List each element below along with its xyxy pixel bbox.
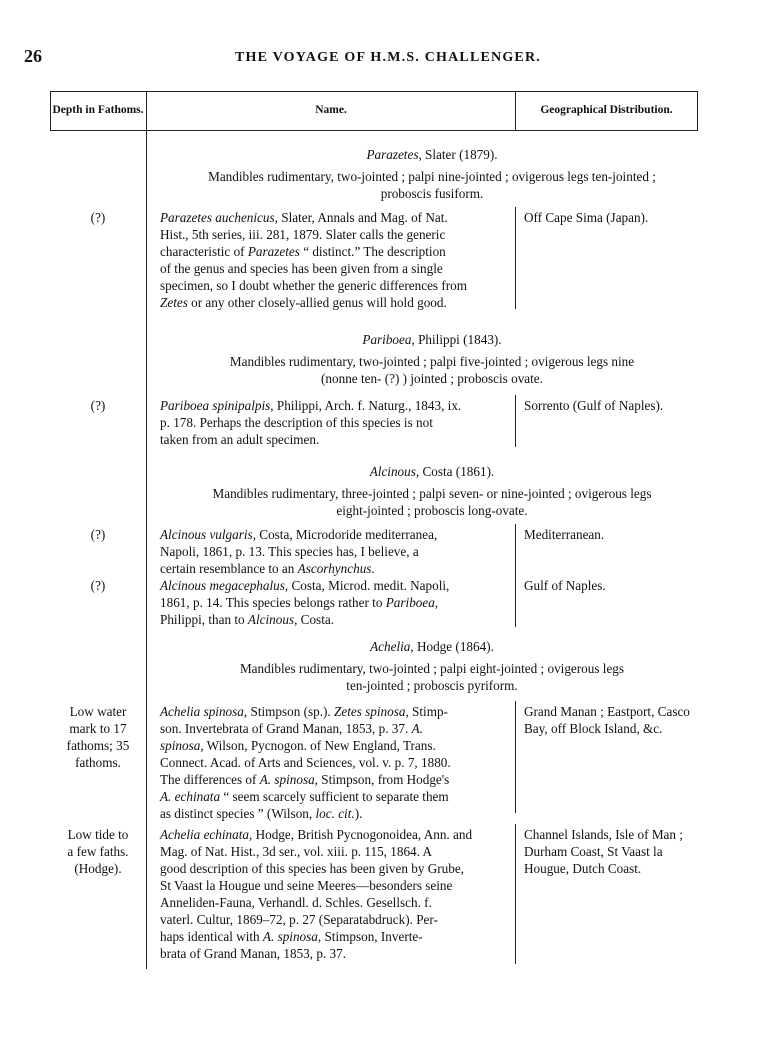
depth-value: (?) (90, 398, 106, 413)
depth-value: (?) (90, 578, 106, 593)
species-citation-line: taken from an adult specimen. (160, 432, 320, 447)
depth-value: Low tide to (67, 827, 129, 842)
name-distribution-divider (515, 575, 516, 627)
species-citation-line: Napoli, 1861, p. 13. This species has, I believe, a (160, 544, 419, 559)
species-citation-line: of the genus and species has been given from a single (160, 261, 443, 276)
depth-value: (?) (90, 210, 106, 225)
species-citation-line: characteristic of Parazetes “ distinct.” The description (160, 244, 446, 259)
depth-column-divider (146, 91, 147, 969)
species-citation-line: Zetes or any other closely-allied genus will hold good. (160, 295, 447, 310)
species-citation-line: Anneliden-Fauna, Verhandl. d. Schles. Gesellsch. f. (160, 895, 432, 910)
geographical-distribution: Mediterranean. (524, 527, 605, 542)
right-table-border (697, 91, 698, 131)
species-citation-line: Parazetes auchenicus, Slater, Annals and Mag. of Nat. (160, 210, 448, 225)
genus-diagnosis-line: ten-jointed ; proboscis pyriform. (346, 678, 518, 693)
species-citation-line: haps identical with A. spinosa, Stimpson, Inverte- (160, 929, 423, 944)
depth-value: (Hodge). (74, 861, 122, 876)
species-citation-line: The differences of A. spinosa, Stimpson, from Hodge's (160, 772, 450, 787)
name-distribution-divider (515, 701, 516, 813)
species-citation-line: Alcinous vulgaris, Costa, Microdoride mediterranea, (160, 527, 438, 542)
species-citation-line: p. 178. Perhaps the description of this species is not (160, 415, 433, 430)
species-citation-line: brata of Grand Manan, 1853, p. 37. (160, 946, 347, 961)
column-header-name: Name. (315, 104, 347, 116)
column-header-distribution: Geographical Distribution. (540, 104, 673, 116)
genus-heading: Parazetes, Slater (1879). (366, 147, 498, 162)
page-number: 26 (24, 46, 42, 66)
name-distribution-divider (515, 395, 516, 447)
species-citation-line: Alcinous megacephalus, Costa, Microd. medit. Napoli, (160, 578, 450, 593)
genus-diagnosis-line: Mandibles rudimentary, two-jointed ; palpi eight-jointed ; ovigerous legs (239, 661, 625, 676)
depth-value: Low water (69, 704, 127, 719)
depth-value: (?) (90, 527, 106, 542)
geographical-distribution: Channel Islands, Isle of Man ; (524, 827, 683, 842)
running-title: THE VOYAGE OF H.M.S. CHALLENGER. (235, 50, 541, 65)
species-citation-line: St Vaast la Hougue und seine Meeres—besonders seine (160, 878, 453, 893)
species-citation-line: Connect. Acad. of Arts and Sciences, vol. v. p. 7, 1880. (160, 755, 451, 770)
genus-diagnosis-line: eight-jointed ; proboscis long-ovate. (336, 503, 528, 518)
genus-diagnosis-line: proboscis fusiform. (380, 186, 484, 201)
name-distribution-divider (515, 207, 516, 309)
depth-value: fathoms. (75, 755, 121, 770)
genus-diagnosis-line: Mandibles rudimentary, two-jointed ; palpi five-jointed ; ovigerous legs nine (229, 354, 635, 369)
name-distribution-divider (515, 524, 516, 576)
species-citation-line: specimen, so I doubt whether the generic differences from (160, 278, 467, 293)
depth-value: fathoms; 35 (66, 738, 130, 753)
genus-diagnosis-line: Mandibles rudimentary, three-jointed ; palpi seven- or nine-jointed ; ovigerous legs (212, 486, 652, 501)
depth-value: a few faths. (67, 844, 129, 859)
species-citation-line: Pariboea spinipalpis, Philippi, Arch. f. Naturg., 1843, ix. (160, 398, 462, 413)
species-citation-line: 1861, p. 14. This species belongs rather to Pariboea, (160, 595, 439, 610)
geographical-distribution: Off Cape Sima (Japan). (524, 210, 649, 225)
species-citation-line: Achelia echinata, Hodge, British Pycnogonoidea, Ann. and (160, 827, 473, 842)
geographical-distribution: Grand Manan ; Eastport, Casco (524, 704, 690, 719)
species-citation-line: son. Invertebrata of Grand Manan, 1853, p. 37. A. (160, 721, 423, 736)
geographical-distribution: Durham Coast, St Vaast la (524, 844, 663, 859)
species-citation-line: as distinct species ” (Wilson, loc. cit.). (160, 806, 363, 821)
geographical-distribution: Gulf of Naples. (524, 578, 606, 593)
genus-diagnosis-line: Mandibles rudimentary, two-jointed ; palpi nine-jointed ; ovigerous legs ten-jointed ; (208, 169, 656, 184)
genus-diagnosis-line: (nonne ten- (?) ) jointed ; proboscis ovate. (321, 371, 543, 386)
species-citation-line: spinosa, Wilson, Pycnogon. of New England, Trans. (160, 738, 436, 753)
species-citation-line: Achelia spinosa, Stimpson (sp.). Zetes spinosa, Stimp- (160, 704, 448, 719)
genus-heading: Alcinous, Costa (1861). (369, 464, 495, 479)
column-header-depth: Depth in Fathoms. (52, 104, 144, 116)
geographical-distribution: Hougue, Dutch Coast. (524, 861, 642, 876)
genus-heading: Pariboea, Philippi (1843). (362, 332, 502, 347)
name-distribution-divider (515, 824, 516, 964)
species-citation-line: good description of this species has been given by Grube, (160, 861, 464, 876)
genus-heading: Achelia, Hodge (1864). (370, 639, 494, 654)
species-citation-line: Hist., 5th series, iii. 281, 1879. Slater calls the generic (160, 227, 446, 242)
geographical-distribution: Bay, off Block Island, &c. (524, 721, 663, 736)
species-citation-line: Philippi, than to Alcinous, Costa. (160, 612, 335, 627)
geographical-distribution: Sorrento (Gulf of Naples). (524, 398, 664, 413)
depth-value: mark to 17 (69, 721, 127, 736)
species-citation-line: certain resemblance to an Ascorhynchus. (160, 561, 375, 576)
species-citation-line: A. echinata “ seem scarcely sufficient to separate them (160, 789, 449, 804)
species-citation-line: vaterl. Cultur, 1869–72, p. 27 (Separatabdruck). Per- (160, 912, 438, 927)
species-citation-line: Mag. of Nat. Hist., 3d ser., vol. xiii. p. 115, 1864. A (160, 844, 433, 859)
